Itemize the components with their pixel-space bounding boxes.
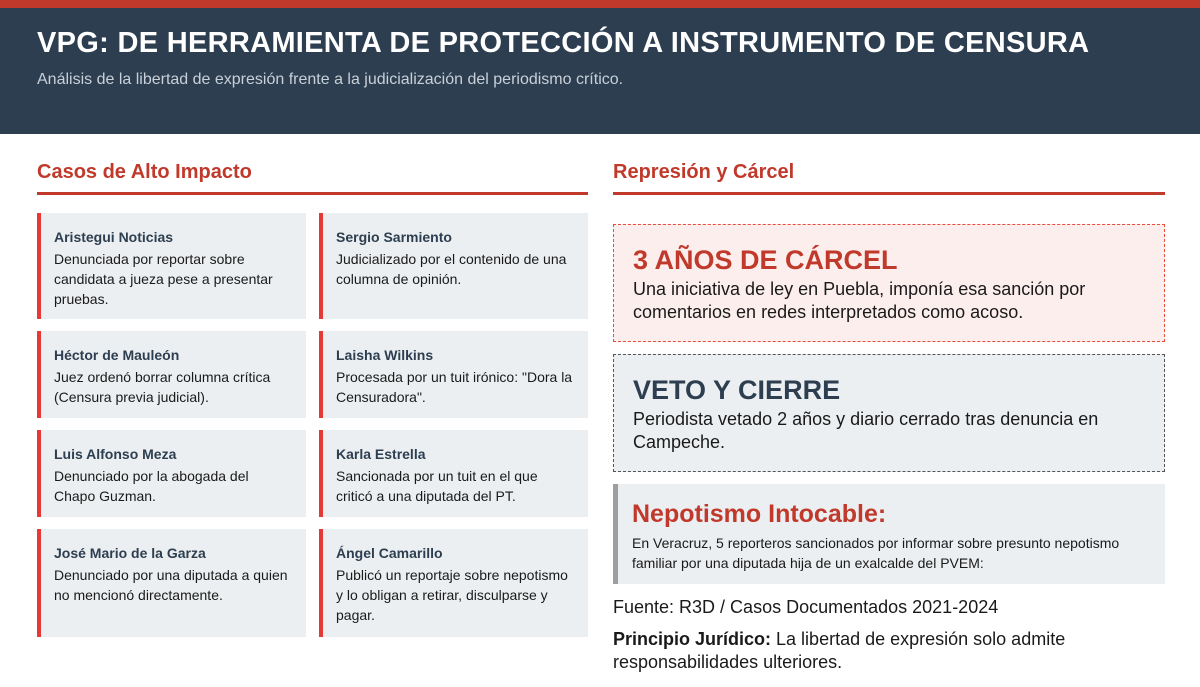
case-description: Denunciado por la abogada del Chapo Guzman. (54, 468, 249, 504)
principle-label: Principio Jurídico: (613, 629, 772, 649)
section-title-repression: Represión y Cárcel (613, 158, 1165, 195)
jail-callout (613, 224, 1165, 342)
high-impact-cases-section (37, 158, 588, 637)
case-card (319, 529, 588, 637)
principle-text: La libertad de expresión solo admite responsabilidades ulteriores. (613, 629, 1066, 672)
case-name: Aristegui Noticias (54, 229, 174, 245)
case-name: Luis Alfonso Meza (54, 446, 177, 462)
case-description: Judicializado por el contenido de una columna de opinión. (336, 251, 567, 287)
case-card (37, 213, 306, 319)
case-description: Procesada por un tuit irónico: "Dora la Censuradora". (336, 369, 573, 405)
case-description: Denunciada por reportar sobre candidata a jueza pese a presentar pruebas. (54, 251, 273, 307)
case-card (319, 430, 588, 517)
source-note: Fuente: R3D / Casos Documentados 2021-2024 (613, 597, 999, 617)
case-card (37, 430, 306, 517)
nepotism-text: En Veracruz, 5 reporteros sancionados por informar sobre presunto nepotismo familiar por una diputada hija de un exalcalde del PVEM: (632, 535, 1120, 571)
section-title-cases: Casos de Alto Impacto (37, 158, 588, 195)
repression-section (613, 158, 1165, 674)
case-description: Denunciado por una diputada a quien no mencionó directamente. (54, 567, 288, 603)
jail-heading: 3 AÑOS DE CÁRCEL (633, 245, 898, 275)
legal-principle (613, 628, 1165, 674)
case-card (319, 331, 588, 418)
case-name: Sergio Sarmiento (336, 229, 452, 245)
case-name: Karla Estrella (336, 446, 426, 462)
page-subtitle: Análisis de la libertad de expresión frente a la judicialización del periodismo crítico. (37, 71, 624, 88)
veto-heading: VETO Y CIERRE (633, 375, 841, 405)
case-name: Héctor de Mauleón (54, 347, 180, 363)
veto-text: Periodista vetado 2 años y diario cerrado tras denuncia en Campeche. (633, 409, 1099, 452)
nepotism-heading: Nepotismo Intocable: (632, 500, 887, 528)
case-description: Sancionada por un tuit en el que criticó a una diputada del PT. (336, 468, 538, 504)
case-card (37, 331, 306, 418)
case-name: Laisha Wilkins (336, 347, 434, 363)
page-header (0, 0, 1200, 134)
veto-callout (613, 354, 1165, 472)
nepotism-callout (613, 484, 1165, 584)
case-name: Ángel Camarillo (336, 545, 443, 561)
case-description: Publicó un reportaje sobre nepotismo y lo obligan a retirar, disculparse y pagar. (336, 567, 568, 623)
case-description: Juez ordenó borrar columna crítica (Censura previa judicial). (54, 369, 271, 405)
case-name: José Mario de la Garza (54, 545, 206, 561)
page-title: VPG: DE HERRAMIENTA DE PROTECCIÓN A INSTRUMENTO DE CENSURA (37, 27, 1090, 59)
cases-grid (37, 213, 588, 637)
case-card (37, 529, 306, 637)
jail-text: Una iniciativa de ley en Puebla, imponía esa sanción por comentarios en redes interpretados como acoso. (633, 279, 1086, 322)
case-card (319, 213, 588, 319)
